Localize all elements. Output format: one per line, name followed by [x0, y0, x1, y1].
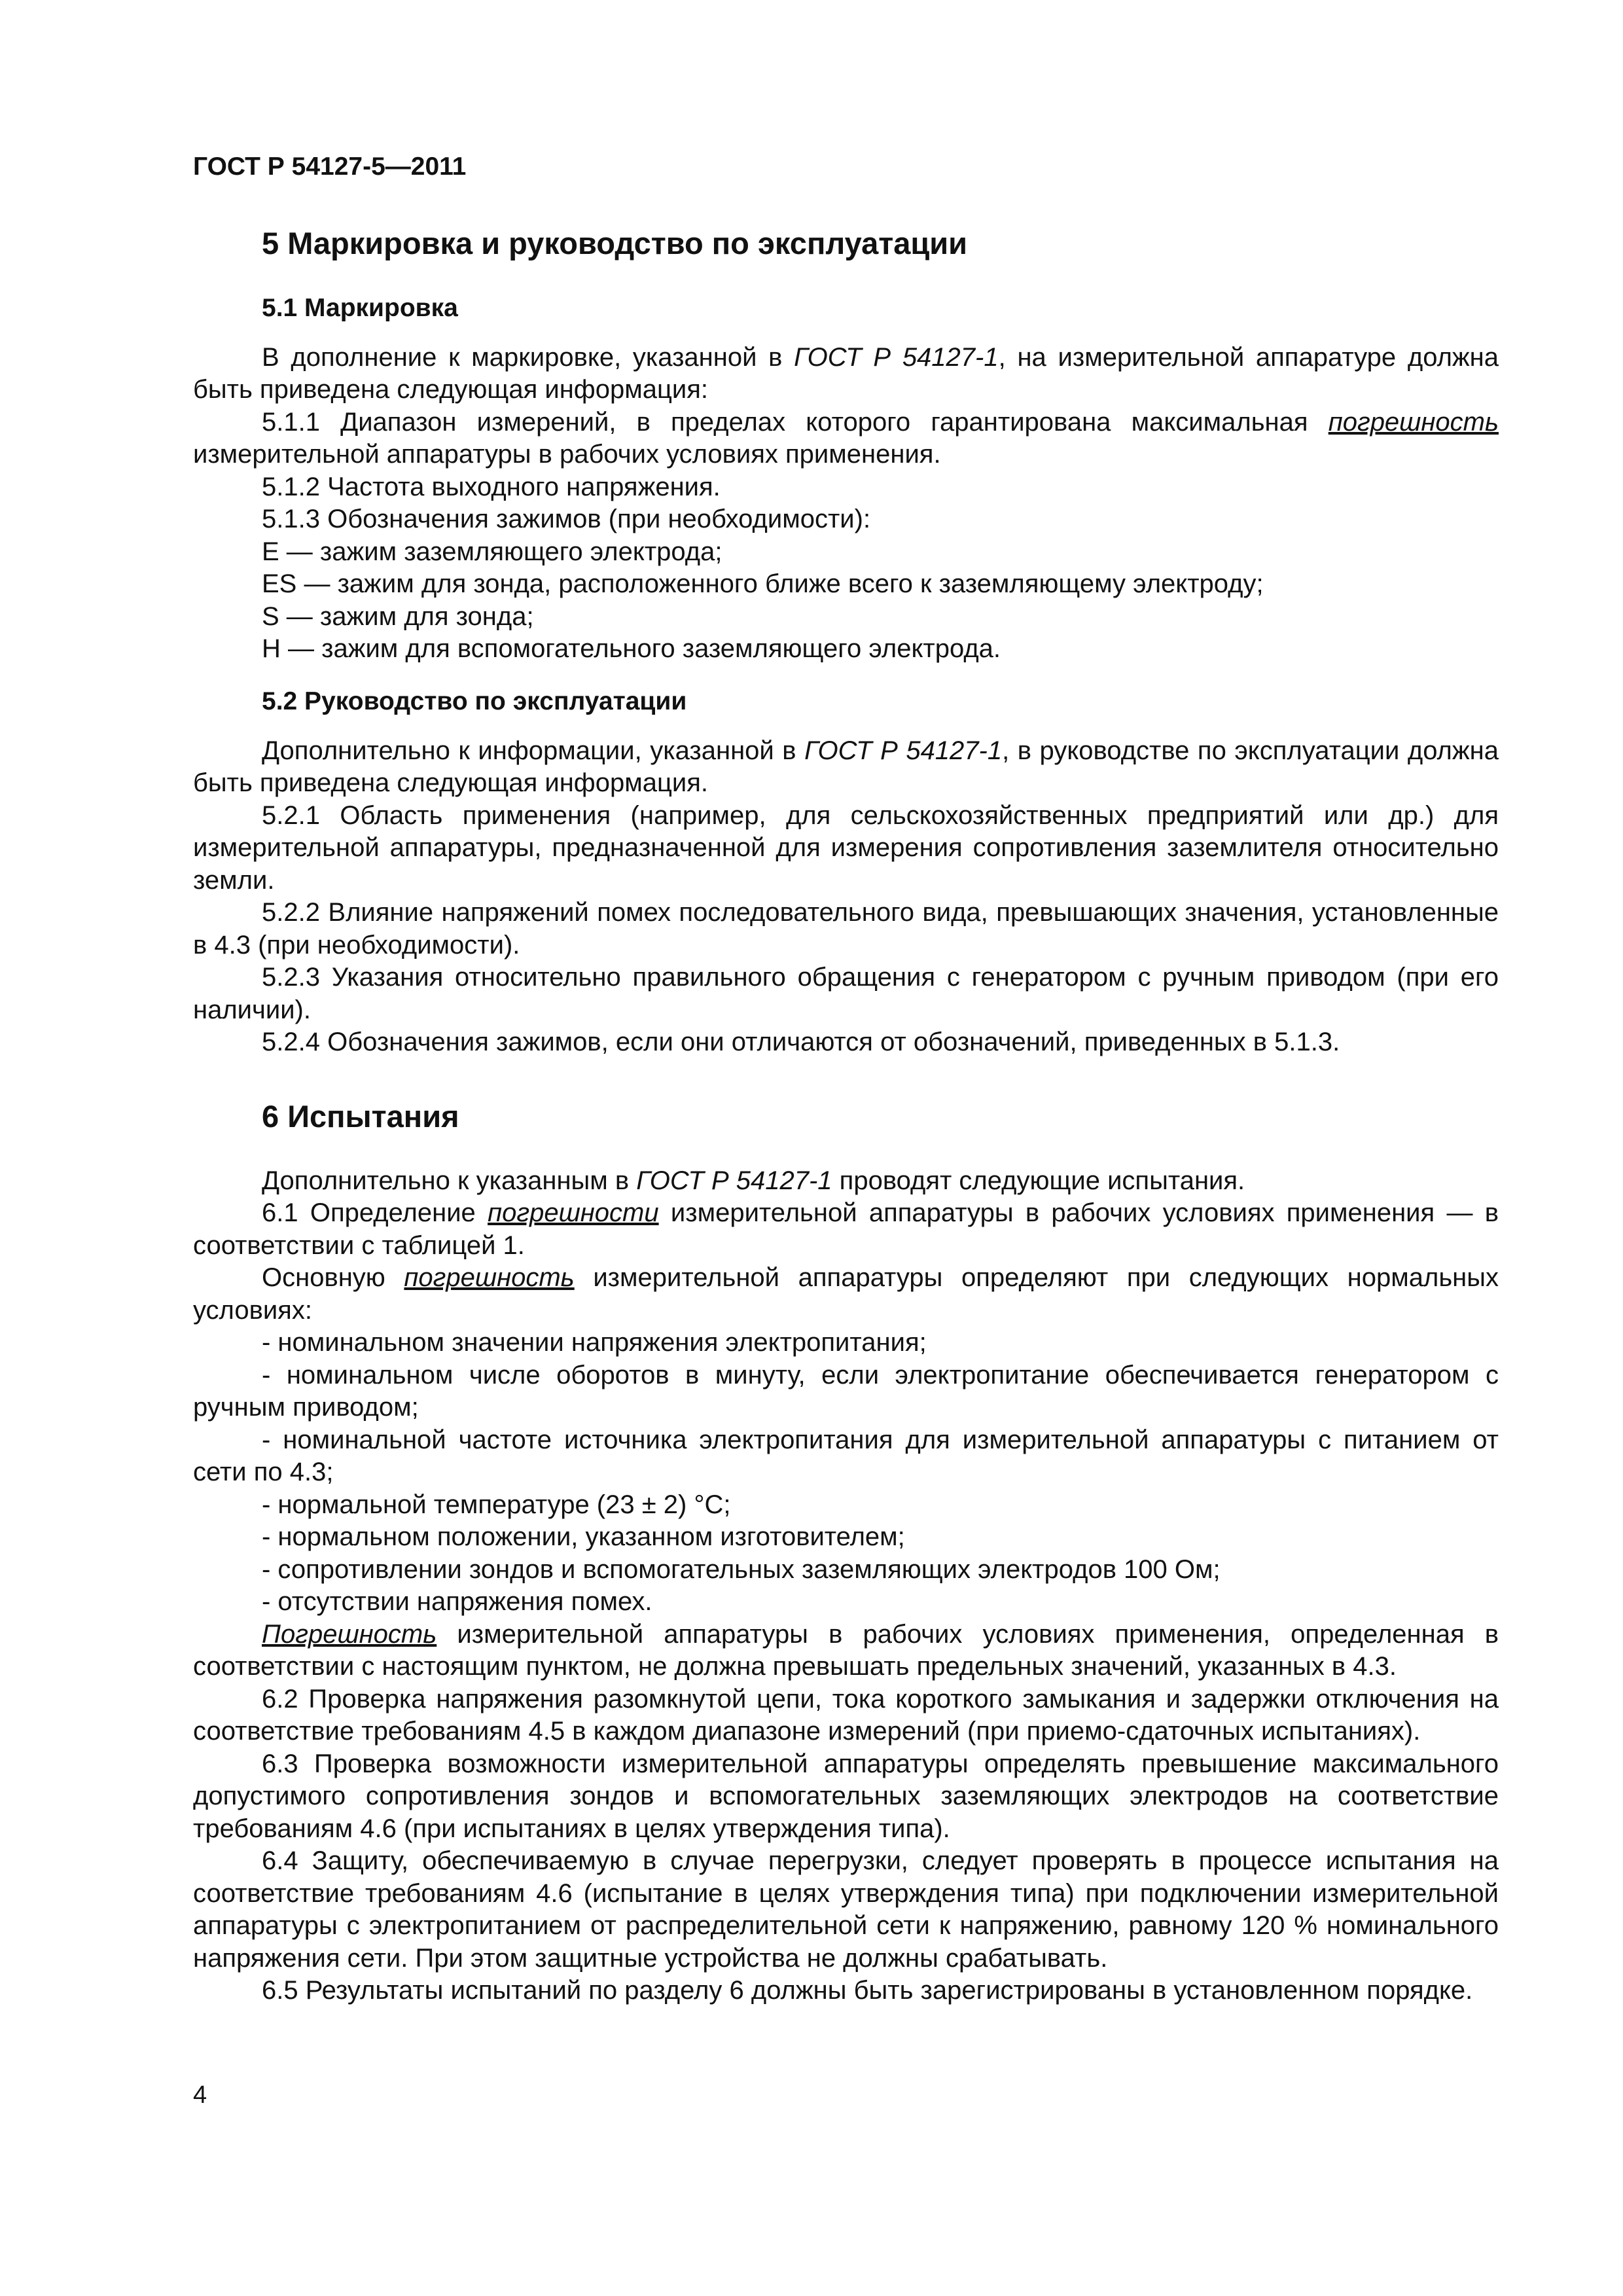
paragraph-5-2-3: 5.2.3 Указания относительно правильного обращения с генератором с ручным приводом (при его наличии).	[193, 963, 1499, 1024]
terminal-e: E — зажим заземляющего электрода;	[262, 537, 722, 566]
subsection-5-1-title: 5.1 Маркировка	[262, 293, 458, 322]
list-item: - нормальном положении, указанном изготовителем;	[262, 1522, 905, 1551]
document-page	[193, 151, 1499, 2007]
paragraph-6-2: 6.2 Проверка напряжения разомкнутой цепи, тока короткого замыкания и задержки отключения на соответствие требованиям 4.5 в каждом диапазоне измерений (при приемо-сдаточных испытаниях).	[193, 1684, 1499, 1746]
list-item: - номинальном значении напряжения электропитания;	[262, 1328, 927, 1357]
section-5-title: 5 Маркировка и руководство по эксплуатации	[262, 225, 968, 260]
list-item: - номинальном числе оборотов в минуту, если электропитание обеспечивается генератором с ручным приводом;	[193, 1360, 1499, 1422]
terminal-s: S — зажим для зонда;	[262, 601, 534, 631]
paragraph-6-intro: Дополнительно к указанным в ГОСТ Р 54127-1 проводят следующие испытания.	[262, 1166, 1245, 1195]
paragraph-5-1-1: 5.1.1 Диапазон измерений, в пределах которого гарантирована максимальная погрешность измерительной аппаратуры в рабочих условиях применения.	[193, 407, 1499, 469]
paragraph-5-2-1: 5.2.1 Область применения (например, для сельскохозяйственных предприятий или др.) для измерительной аппаратуры, предназначенной для измерения сопротивления заземлителя относительно земли.	[193, 800, 1499, 895]
list-item: - сопротивлении зондов и вспомогательных заземляющих электродов 100 Ом;	[262, 1554, 1221, 1584]
terminal-es: ES — зажим для зонда, расположенного ближе всего к заземляющему электроду;	[262, 569, 1264, 598]
list-item: - отсутствии напряжения помех.	[262, 1587, 652, 1616]
paragraph-5-2-2: 5.2.2 Влияние напряжений помех последовательного вида, превышающих значения, установленные в 4.3 (при необходимости).	[193, 898, 1499, 960]
page-number: 4	[193, 2081, 207, 2109]
list-item: - нормальной температуре (23 ± 2) °С;	[262, 1490, 731, 1519]
paragraph-5-2-intro: Дополнительно к информации, указанной в ГОСТ Р 54127-1, в руководстве по эксплуатации должна быть приведена следующая информация.	[193, 736, 1499, 797]
terminal-h: H — зажим для вспомогательного заземляющего электрода.	[262, 634, 1001, 663]
paragraph-6-5: 6.5 Результаты испытаний по разделу 6 должны быть зарегистрированы в установленном порядке.	[262, 1976, 1473, 2005]
term-link[interactable]: погрешности	[488, 1198, 659, 1227]
section-6-title: 6 Испытания	[262, 1098, 459, 1134]
paragraph-5-1-2: 5.1.2 Частота выходного напряжения.	[262, 472, 721, 501]
paragraph-5-1-3: 5.1.3 Обозначения зажимов (при необходимости):	[262, 505, 871, 533]
paragraph-error-limit: Погрешность измерительной аппаратуры в рабочих условиях применения, определенная в соответствии с настоящим пунктом, не должна превышать предельных значений, указанных в 4.3.	[193, 1619, 1499, 1681]
paragraph-5-2-4: 5.2.4 Обозначения зажимов, если они отличаются от обозначений, приведенных в 5.1.3.	[262, 1028, 1340, 1056]
subsection-5-2-title: 5.2 Руководство по эксплуатации	[262, 687, 687, 715]
term-link[interactable]: Погрешность	[262, 1619, 437, 1649]
list-item: - номинальной частоте источника электропитания для измерительной аппаратуры с питанием от сети по 4.3;	[193, 1425, 1499, 1486]
term-link[interactable]: погрешность	[1328, 407, 1499, 437]
standard-reference: ГОСТ Р 54127-1	[804, 736, 1003, 765]
document-header: ГОСТ Р 54127-5—2011	[193, 152, 467, 181]
paragraph-5-1-intro: В дополнение к маркировке, указанной в ГОСТ Р 54127-1, на измерительной аппаратуре должна быть приведена следующая информация:	[193, 342, 1499, 404]
term-link[interactable]: погрешность	[404, 1263, 575, 1292]
standard-reference: ГОСТ Р 54127-1	[636, 1166, 832, 1195]
paragraph-6-4: 6.4 Защиту, обеспечиваемую в случае перегрузки, следует проверять в процессе испытания на соответствие требованиям 4.6 (испытание в целях утверждения типа) при подключении измерительной аппаратуры с электропитанием от распределительной сети к напряжению, равному 120 % номинального напряжения сети. При этом защитные устройства не должны срабатывать.	[193, 1846, 1499, 1973]
paragraph-basic-error: Основную погрешность измерительной аппаратуры определяют при следующих нормальных условиях:	[193, 1263, 1499, 1325]
standard-reference: ГОСТ Р 54127-1	[794, 342, 999, 372]
paragraph-6-3: 6.3 Проверка возможности измерительной аппаратуры определять превышение максимального допустимого сопротивления зондов и вспомогательных заземляющих электродов на соответствие требованиям 4.6 (при испытаниях в целях утверждения типа).	[193, 1749, 1499, 1843]
paragraph-6-1: 6.1 Определение погрешности измерительной аппаратуры в рабочих условиях применения — в соответствии с таблицей 1.	[193, 1198, 1499, 1260]
